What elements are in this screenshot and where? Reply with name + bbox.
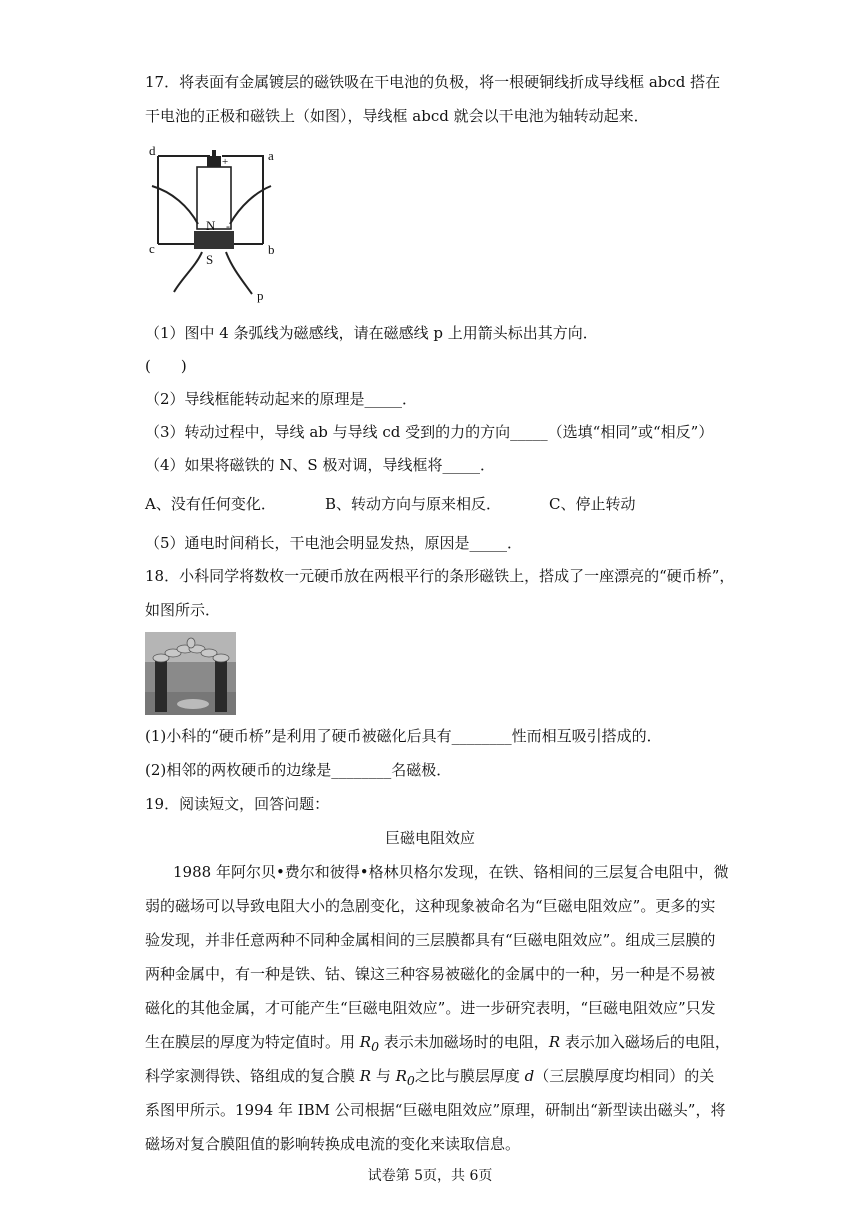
q18-stem-line2: 如图所示． bbox=[145, 601, 221, 619]
q19-article-title: 巨磁电阻效应 bbox=[384, 829, 475, 847]
q17-option-c: C、停止转动 bbox=[549, 495, 636, 513]
label-b: b bbox=[268, 242, 275, 257]
magnet bbox=[194, 231, 234, 249]
q19-para-line7: 科学家测得铁、铬组成的复合膜 R 与 $R_0$之比与膜层厚度 d（三层膜厚度均相同）的关 bbox=[145, 1067, 715, 1088]
label-S: S bbox=[206, 252, 214, 267]
q17-sub5: （5）通电时间稍长，干电池会明显发热，原因是_____． bbox=[145, 534, 523, 552]
q17-option-b: B、转动方向与原来相反． bbox=[325, 495, 502, 513]
battery-magnet-diagram bbox=[140, 140, 290, 308]
q19-para-line5: 磁化的其他金属，才可能产生“巨磁电阻效应”。进一步研究表明，“巨磁电阻效应”只发 bbox=[145, 999, 716, 1017]
q19-para-line8: 系图甲所示。1994 年 IBM 公司根据“巨磁电阻效应”原理，研制出“新型读出磁头”，将 bbox=[145, 1101, 726, 1119]
q19-para-line1: 1988 年阿尔贝•费尔和彼得•格林贝格尔发现，在铁、铬相间的三层复合电阻中，微 bbox=[173, 863, 729, 881]
q17-sub1-answer: ( ) bbox=[145, 357, 187, 375]
q17-stem-line2: 干电池的正极和磁铁上（如图），导线框 abcd 就会以干电池为轴转动起来． bbox=[145, 107, 649, 125]
label-p: p bbox=[257, 288, 264, 303]
q17-stem-line1: 17．将表面有金属镀层的磁铁吸在干电池的负极，将一根硬铜线折成导线框 abcd 搭在 bbox=[145, 73, 721, 91]
q18-stem-line1: 18．小科同学将数枚一元硬币放在两根平行的条形磁铁上，搭成了一座漂亮的“硬币桥”， bbox=[145, 567, 735, 585]
q19-para-line9: 磁场对复合膜阻值的影响转换成电流的变化来读取信息。 bbox=[145, 1135, 521, 1153]
label-N: N bbox=[206, 218, 216, 233]
label-c: c bbox=[149, 241, 155, 256]
label-d: d bbox=[149, 143, 156, 158]
q19-stem: 19．阅读短文，回答问题： bbox=[145, 795, 330, 813]
page-footer: 试卷第 5页，共 6页 bbox=[367, 1168, 493, 1184]
q17-sub4: （4）如果将磁铁的 N、S 极对调，导线框将_____． bbox=[145, 456, 495, 474]
q19-para-line6: 生在膜层的厚度为特定值时。用 $R_0$ 表示未加磁场时的电阻，R 表示加入磁场后的电阻， bbox=[145, 1033, 730, 1054]
q17-sub2: （2）导线框能转动起来的原理是_____． bbox=[145, 390, 418, 408]
q17-option-a: A、没有任何变化． bbox=[145, 495, 276, 513]
field-line-p bbox=[226, 252, 252, 294]
q19-para-line3: 验发现，并非任意两种不同种金属相间的三层膜都具有“巨磁电阻效应”。组成三层膜的 bbox=[145, 931, 716, 949]
coin-bridge-photo bbox=[145, 632, 236, 715]
label-plus: + bbox=[222, 156, 229, 168]
q18-sub2: (2)相邻的两枚硬币的边缘是________名磁极． bbox=[145, 761, 452, 779]
q18-sub1: (1)小科的“硬币桥”是利用了硬币被磁化后具有________性而相互吸引搭成的． bbox=[145, 727, 662, 745]
q17-sub3: （3）转动过程中，导线 ab 与导线 cd 受到的力的方向_____（选填“相同”或“相反”） bbox=[145, 423, 714, 441]
q19-para-line2: 弱的磁场可以导致电阻大小的急剧变化，这种现象被命名为“巨磁电阻效应”。更多的实 bbox=[145, 897, 716, 915]
label-a: a bbox=[268, 148, 274, 163]
label-minus: - bbox=[226, 219, 230, 233]
q17-sub1: （1）图中 4 条弧线为磁感线，请在磁感线 p 上用箭头标出其方向． bbox=[145, 324, 598, 342]
q19-para-line4: 两种金属中，有一种是铁、钴、镍这三种容易被磁化的金属中的一种，另一种是不易被 bbox=[145, 965, 716, 983]
